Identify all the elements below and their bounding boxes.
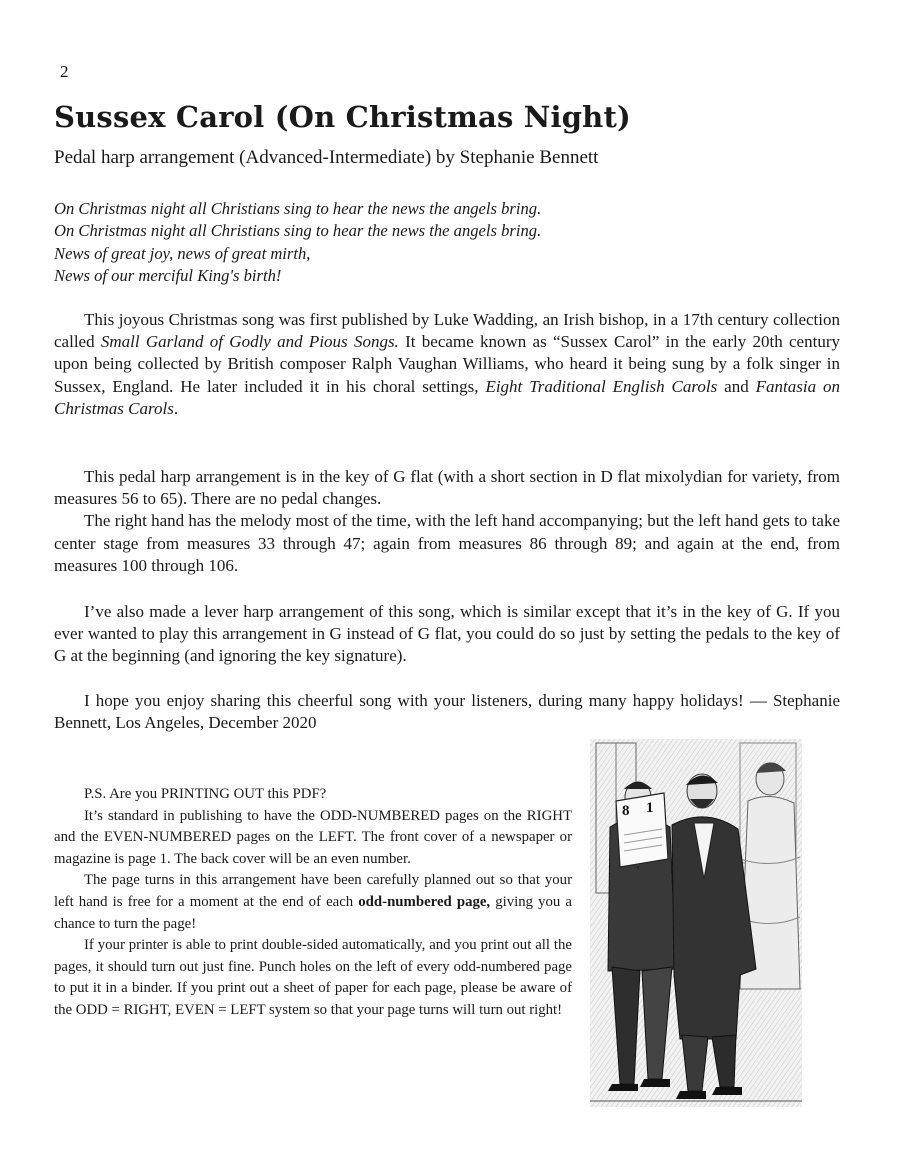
- ps-paragraph: It’s standard in publishing to have the ODD-NUMBERED pages on the RIGHT and the EVEN-NUMBERED pages on the LEFT. The front cover of a newspaper or magazine is page 1. The back cover will be an even number.: [54, 807, 572, 867]
- carolers-illustration: [590, 739, 802, 1107]
- arrangement-paragraph: The right hand has the melody most of the time, with the left hand accompanying; but the left hand gets to take center stage from measures 33 through 47; again from measures 86 through 89; and again at the end, from measures 100 through 106.: [54, 511, 840, 575]
- collection-title: Small Garland of Godly and Pious Songs.: [100, 332, 399, 352]
- intro-paragraph: [54, 309, 840, 420]
- lyrics-line: News of our merciful King's birth!: [54, 266, 282, 286]
- choral-setting-title: Eight Traditional English Carols: [485, 376, 718, 396]
- lever-harp-section: [54, 601, 840, 668]
- lever-harp-paragraph: I’ve also made a lever harp arrangement of this song, which is similar except that it’s in the key of G. If you ever wanted to play this arrangement in G instead of G flat, you could do so just by setting the pedals to the key of G at the beginning (and ignoring the key signature).: [54, 602, 840, 666]
- arrangement-paragraph: This pedal harp arrangement is in the key of G flat (with a short section in D flat mixolydian for variety, from measures 56 to 65). There are no pedal changes.: [54, 467, 840, 509]
- fantasia-title: Fantasia on Christmas Carols: [54, 376, 841, 418]
- arrangement-section: [54, 466, 840, 577]
- intro-text: .: [173, 398, 179, 418]
- ps-heading: P.S. Are you PRINTING OUT this PDF?: [84, 786, 327, 802]
- ps-note: [54, 784, 572, 1022]
- lyrics-line: On Christmas night all Christians sing to hear the news the angels bring.: [54, 199, 542, 218]
- sheet-label-right: 1: [646, 800, 654, 816]
- subtitle: Pedal harp arrangement (Advanced-Intermediate) by Stephanie Bennett: [54, 147, 599, 168]
- lyrics-block: [54, 198, 541, 288]
- ps-paragraph: If your printer is able to print double-sided automatically, and you print out all the pages, it should turn out just fine. Punch holes on the left of every odd-numbered page to put it in a binder. If you print out a sheet of paper for each page, please be aware of the ODD = RIGHT, EVEN = LEFT system so that your page turns will turn out right!: [54, 937, 572, 1018]
- odd-page-emphasis: odd-numbered page,: [358, 893, 491, 910]
- page-title: Sussex Carol (On Christmas Night): [54, 100, 631, 134]
- page-number: 2: [60, 62, 69, 81]
- intro-text: This joyous Christmas song was first published by Luke Wadding, an Irish bishop, in a 17th century collection called: [54, 310, 840, 352]
- sheet-label-left: 8: [622, 803, 630, 819]
- closing-paragraph: I hope you enjoy sharing this cheerful song with your listeners, during many happy holidays! — Stephanie Bennett, Los Angeles, December 2020: [54, 691, 840, 733]
- intro-text: and: [717, 376, 756, 396]
- lyrics-line: News of great joy, news of great mirth,: [54, 243, 311, 263]
- closing-section: [54, 690, 840, 734]
- ps-paragraph: The page turns in this arrangement have been carefully planned out so that your left hand is free for a moment at the end of each odd-numbered page, giving you a chance to turn the page!: [54, 872, 572, 932]
- intro-text: It became known as “Sussex Carol” in the early 20th century upon being collected by British composer Ralph Vaughan Williams, who heard it being sung by a folk singer in Sussex, England. He later included it in his choral settings,: [54, 332, 840, 396]
- lyrics-line: On Christmas night all Christians sing to hear the news the angels bring.: [54, 221, 542, 241]
